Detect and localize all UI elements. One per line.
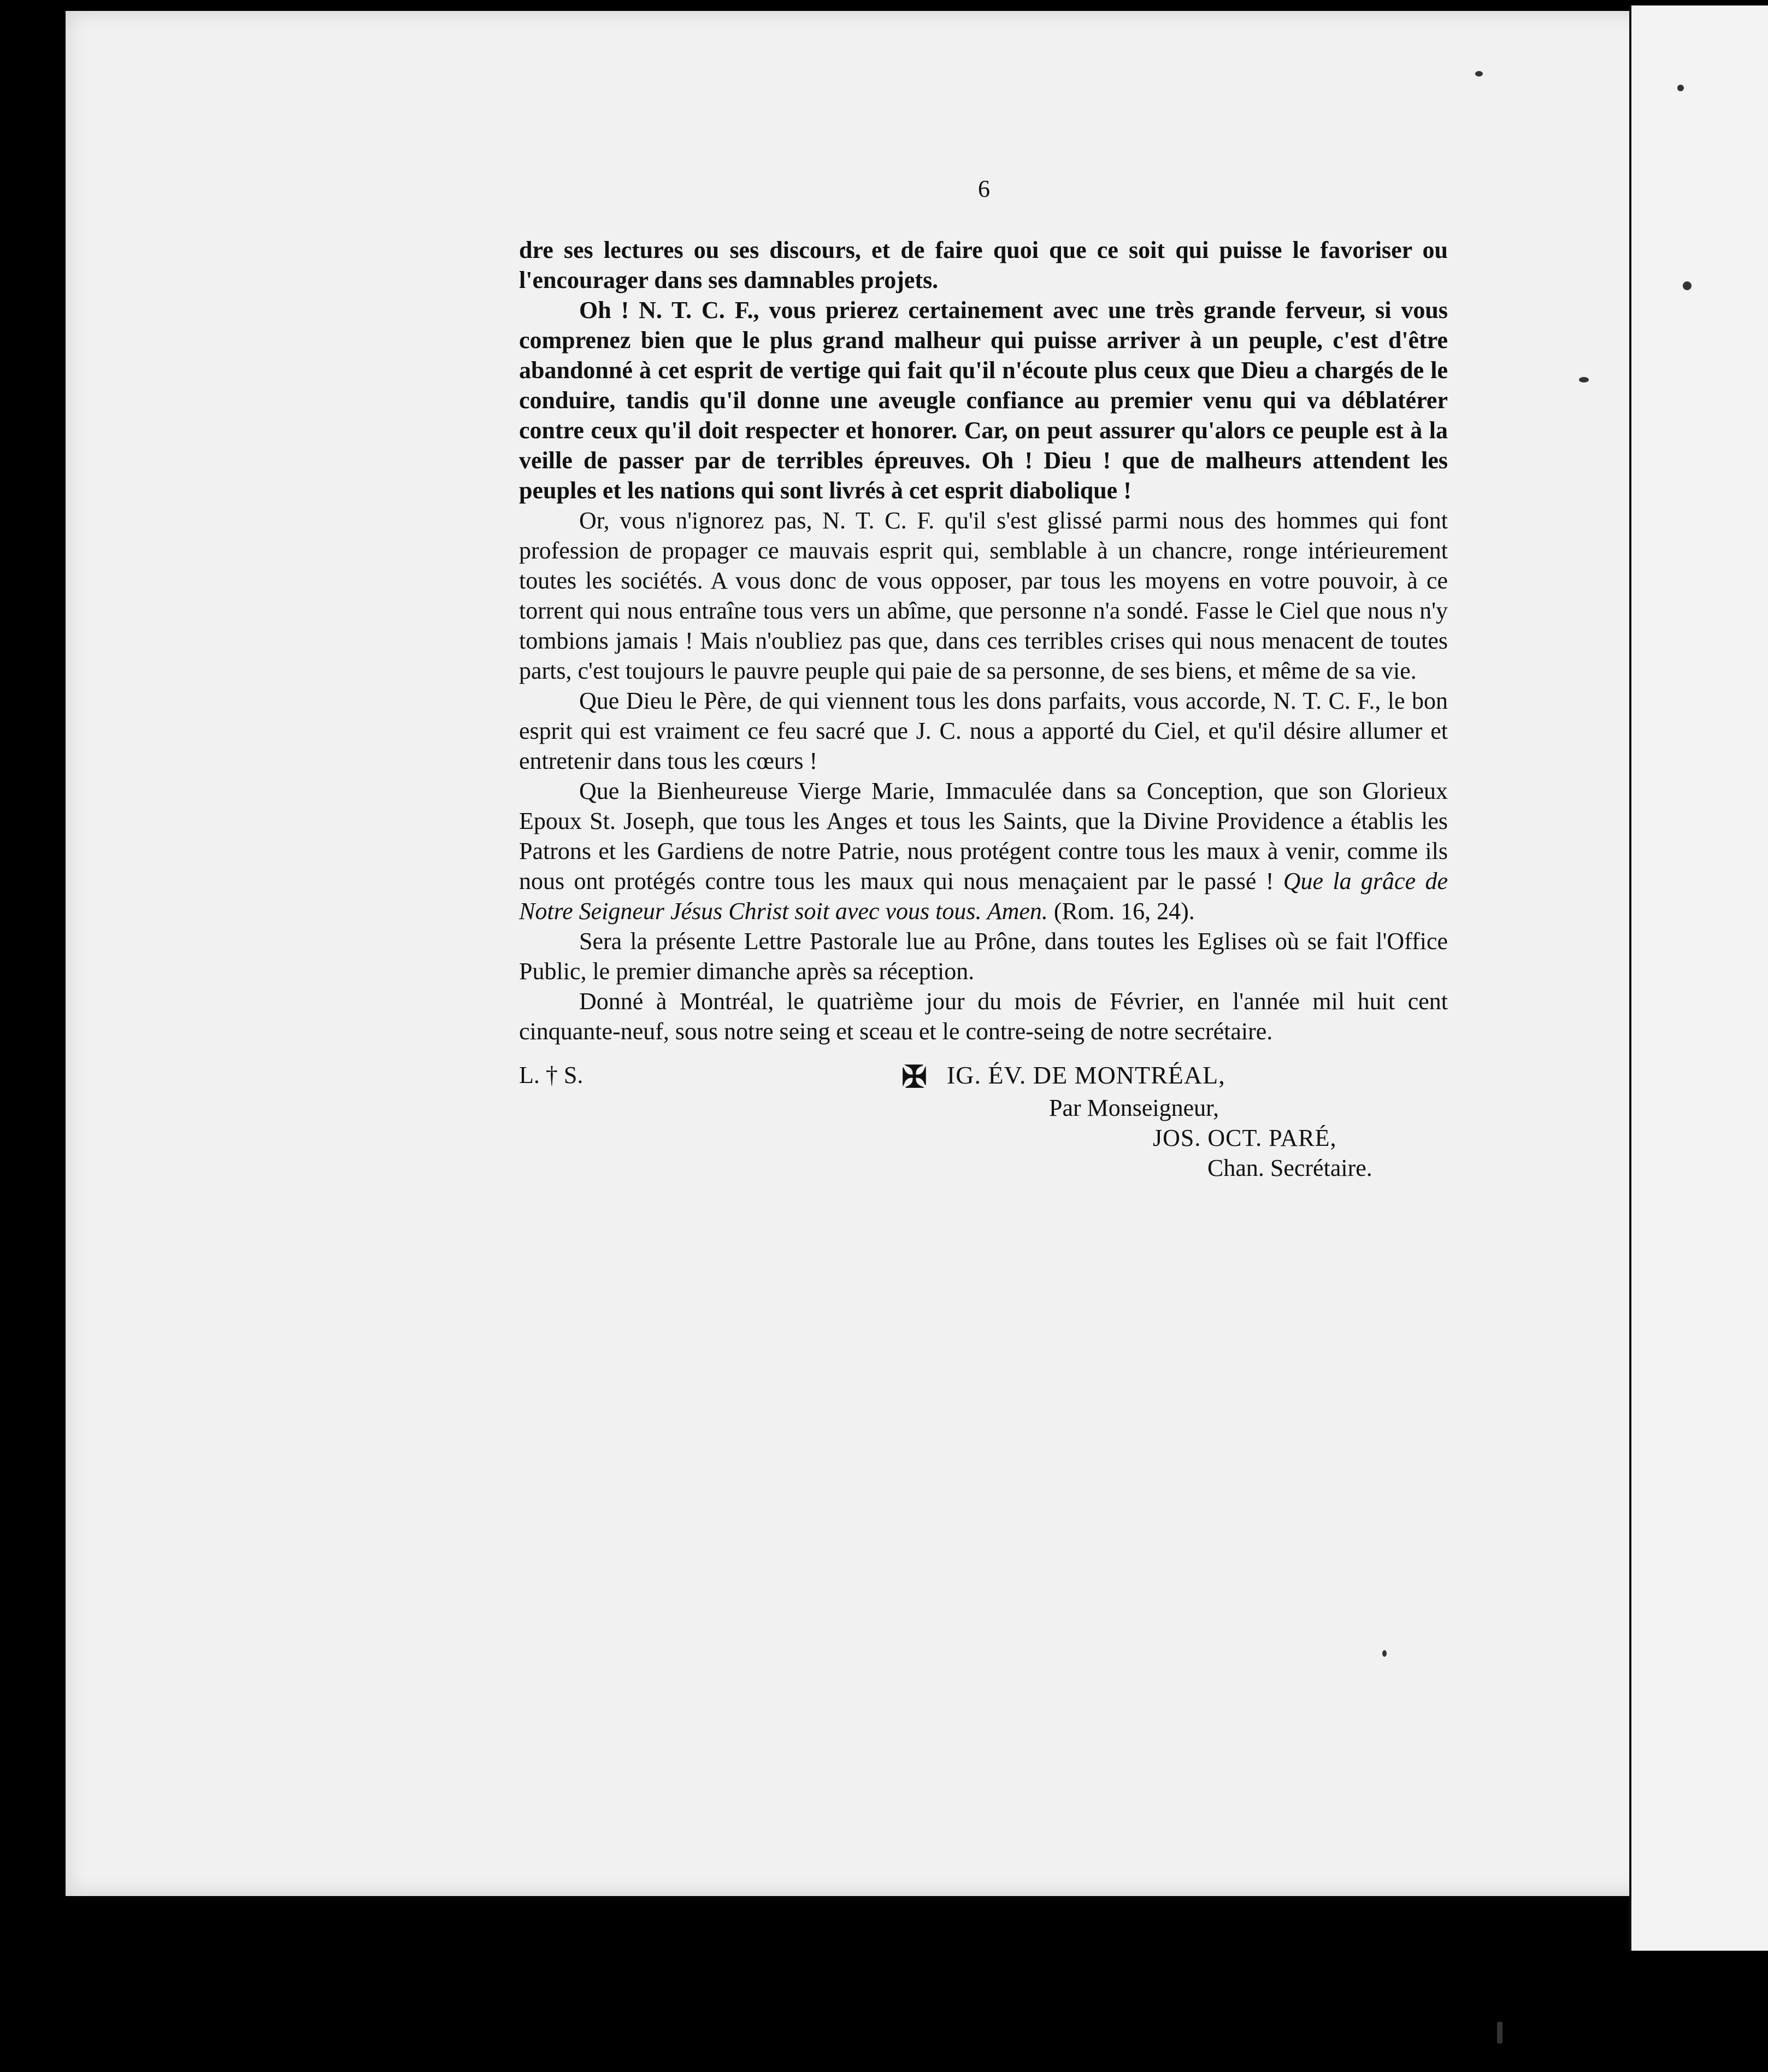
paragraph-warning-spirit: Or, vous n'ignorez pas, N. T. C. F. qu'il s'est glissé parmi nous des hommes qui font profession de propager ce mauvais esprit qui, semblable à un chancre, ronge intérieurement toutes les sociétés. A vous donc de vous opposer, par tous les moyens en votre pouvoir, à ce torrent qui nous entraîne tous vers un abîme, que personne n'a sondé. Fasse le Ciel que nous n'y tombions jamais ! Mais n'oubliez pas que, dans ces terribles crises qui nous menacent de toutes parts, c'est toujours le pauvre peuple qui paie de sa personne, de ses biens, et même de sa vie. <box>519 507 1448 684</box>
bishop-name: IG. ÉV. DE MONTRÉAL, <box>946 1061 1225 1089</box>
secretary-title-line <box>519 1153 1448 1183</box>
scan-speck <box>1475 71 1483 76</box>
adjacent-page-edge <box>1629 5 1768 1951</box>
page-number: 6 <box>978 175 990 202</box>
cross-icon: ✠ <box>901 1060 928 1094</box>
intercession-text: Que la Bienheureuse Vierge Marie, Immaculée dans sa Conception, que son Glorieux Epoux St. Joseph, que tous les Anges et tous les Saints, que la Divine Providence a établis les Patrons et les Gardiens de notre Patrie, nous protégent contre tous les maux à venir, comme ils nous ont protégés contre tous les maux qui nous menaçaient par le passé ! <box>519 778 1448 894</box>
scan-speck <box>1579 377 1589 382</box>
paragraph-prayer-warning: Oh ! N. T. C. F., vous prierez certainement avec une très grande ferveur, si vous comprenez bien que le plus grand malheur qui puisse arriver à un peuple, c'est d'être abandonné à cet esprit de vertige qui fait qu'il n'écoute plus ceux que Dieu a chargés de le conduire, tandis qu'il donne une aveugle confiance au premier venu qui va déblatérer contre ceux qu'il doit respecter et honorer. Car, on peut assurer qu'alors ce peuple est à la veille de passer par de terribles épreuves. Oh ! Dieu ! que de malheurs attendent les peuples et les nations qui sont livrés à cet esprit diabolique ! <box>519 297 1448 504</box>
paragraph-reading-instruction: Sera la présente Lettre Pastorale lue au Prône, dans toutes les Eglises où se fait l'Office Public, le premier dimanche après sa réception. <box>519 928 1448 985</box>
scan-speck <box>1683 281 1692 290</box>
paragraph-date-given: Donné à Montréal, le quatrième jour du mois de Février, en l'année mil huit cent cinquante-neuf, sous notre seing et sceau et le contre-seing de notre secrétaire. <box>519 988 1448 1045</box>
scan-speck <box>1382 1650 1387 1657</box>
bishop-signature <box>901 1060 1225 1093</box>
secretary-name-line <box>519 1123 1448 1153</box>
scan-speck <box>1497 2022 1502 2044</box>
par-line <box>519 1093 1448 1123</box>
intercession-quote: Que la grâce de Notre Seigneur Jésus Christ soit avec vous tous. Amen. <box>519 868 1448 925</box>
letter-body <box>519 235 1448 1183</box>
paragraph-continuation: dre ses lectures ou ses discours, et de faire quoi que ce soit qui puisse le favoriser ou l'encourager dans ses damnables projets. <box>519 237 1448 293</box>
scan-speck <box>1677 85 1684 91</box>
secretary-name: JOS. OCT. PARÉ, <box>1153 1125 1337 1151</box>
signature-row <box>519 1060 1448 1093</box>
par-monseigneur: Par Monseigneur, <box>1049 1094 1219 1121</box>
secretary-title: Chan. Secrétaire. <box>1207 1155 1372 1181</box>
paragraph-intercession <box>519 776 1448 926</box>
intercession-reference: (Rom. 16, 24). <box>1047 898 1195 925</box>
paragraph-blessing: Que Dieu le Père, de qui viennent tous les dons parfaits, vous accorde, N. T. C. F., le bon esprit qui est vraiment ce feu sacré que J. C. nous a apporté du Ciel, et qu'il désire allumer et entretenir dans tous les cœurs ! <box>519 687 1448 774</box>
seal-mark: L. † S. <box>519 1062 584 1088</box>
